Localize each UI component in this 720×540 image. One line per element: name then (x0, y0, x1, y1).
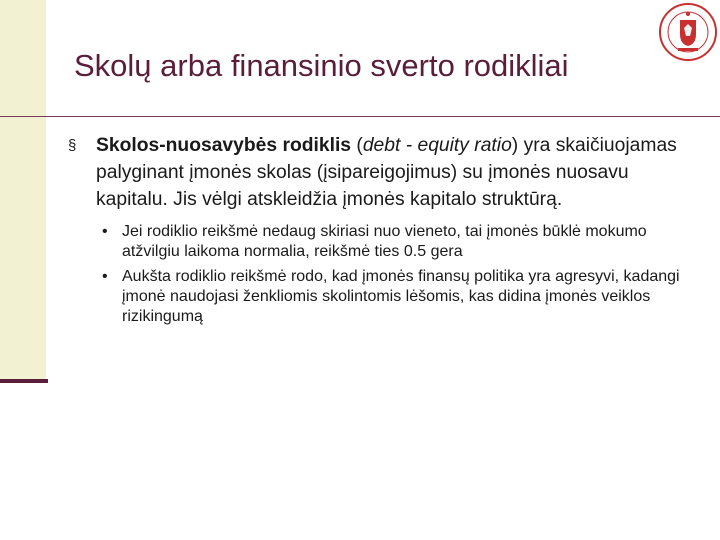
term-english: debt - equity ratio (362, 135, 512, 156)
main-bullet (68, 132, 688, 213)
university-seal-logo (658, 2, 718, 62)
side-band-accent (0, 379, 48, 383)
definition-text: ) yra skaičiuojamas palyginant įmonės skolas (įsipareigojimus) su įmonės nuosavu kapitalu. Jis vėlgi atskleidžia įmonės kapitalo struktūrą. (96, 135, 677, 210)
bullet-dot-icon: • (102, 268, 108, 285)
sub-bullet-list (98, 222, 688, 327)
slide-body (68, 132, 688, 332)
list-item (98, 222, 688, 262)
title-divider (0, 116, 720, 117)
list-item (98, 267, 688, 327)
list-item-text: Jei rodiklio reikšmė nedaug skiriasi nuo vieneto, tai įmonės būklė mokumo atžvilgiu laikoma normalia, reikšmė ties 0.5 gera (122, 223, 647, 260)
bullet-dot-icon: • (102, 223, 108, 240)
side-band (0, 0, 46, 382)
paren-open: ( (351, 135, 363, 156)
section-bullet-icon: § (68, 137, 77, 154)
slide-title: Skolų arba finansinio sverto rodikliai (74, 48, 569, 83)
term-label: Skolos-nuosavybės rodiklis (96, 135, 352, 156)
list-item-text: Aukšta rodiklio reikšmė rodo, kad įmonės finansų politika yra agresyvi, kadangi įmonė naudojasi ženkliomis skolintomis lėšomis, kas didina įmonės veiklos rizikingumą (122, 268, 680, 325)
